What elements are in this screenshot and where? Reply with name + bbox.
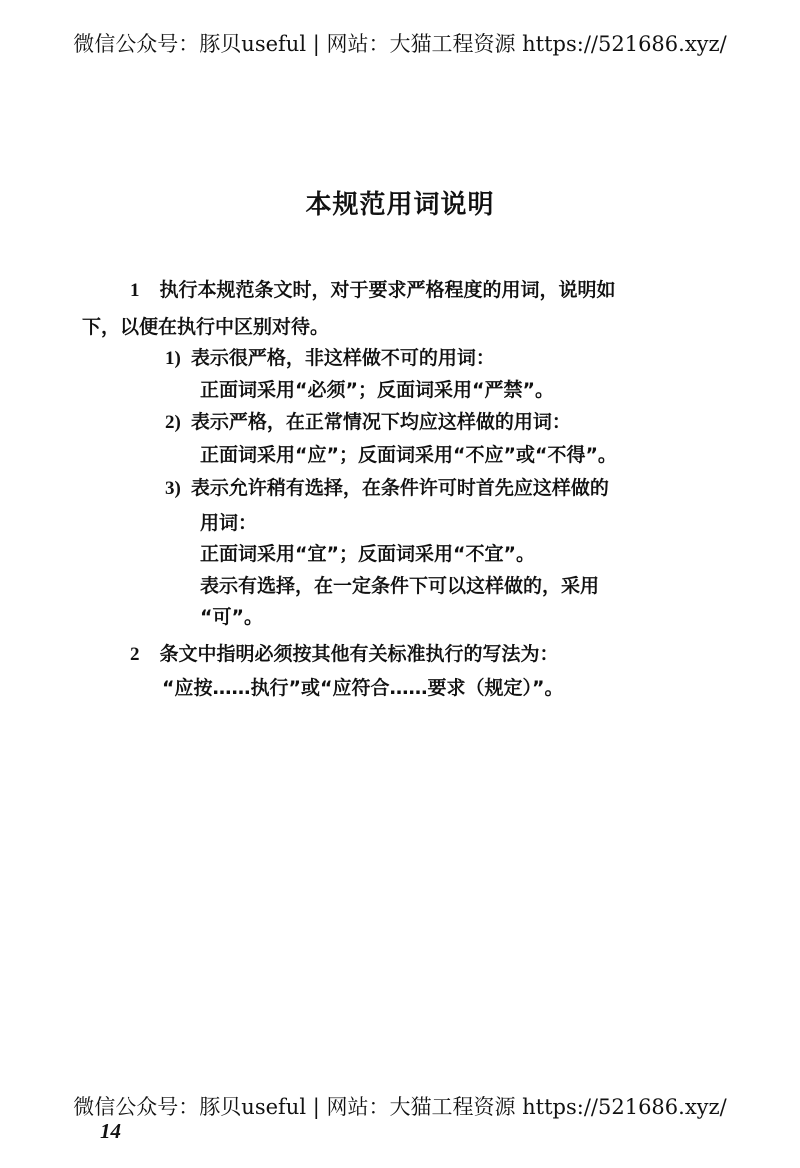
item-3-number: 3) bbox=[165, 478, 181, 499]
section-1-line-2: 下，以便在执行中区别对待。 bbox=[82, 316, 330, 338]
item-3-line-2: 用词： bbox=[200, 512, 258, 534]
section-1-number: 1 bbox=[130, 280, 140, 301]
section-2-line-2: “应按……执行”或“应符合……要求（规定）”。 bbox=[162, 677, 564, 699]
section-1-line-1 bbox=[130, 276, 616, 305]
item-2-line-2: 正面词采用“应”；反面词采用“不应”或“不得”。 bbox=[200, 444, 617, 466]
section-1-text-1: 执行本规范条文时，对于要求严格程度的用词，说明如 bbox=[159, 279, 616, 301]
page-title: 本规范用词说明 bbox=[305, 190, 495, 220]
watermark-top: 微信公众号：豚贝useful | 网站：大猫工程资源 https://521686.xyz/ bbox=[73, 32, 727, 56]
section-2-line-1 bbox=[130, 640, 559, 669]
item-2-text-1: 表示严格，在正常情况下均应这样做的用词： bbox=[190, 411, 571, 433]
item-1-text-1: 表示很严格，非这样做不可的用词： bbox=[190, 347, 495, 369]
item-2-line-1 bbox=[165, 408, 571, 437]
item-3-line-5: “可”。 bbox=[200, 606, 263, 628]
item-2-number: 2) bbox=[165, 412, 181, 433]
item-3-text-1: 表示允许稍有选择，在条件许可时首先应这样做的 bbox=[190, 477, 609, 499]
watermark-bottom: 微信公众号：豚贝useful | 网站：大猫工程资源 https://521686.xyz/ bbox=[73, 1095, 727, 1119]
item-1-line-1 bbox=[165, 344, 495, 373]
item-1-line-2: 正面词采用“必须”；反面词采用“严禁”。 bbox=[200, 379, 554, 401]
item-3-line-3: 正面词采用“宜”；反面词采用“不宜”。 bbox=[200, 543, 535, 565]
section-2-text-1: 条文中指明必须按其他有关标准执行的写法为： bbox=[159, 643, 559, 665]
item-1-number: 1) bbox=[165, 348, 181, 369]
item-3-line-4: 表示有选择，在一定条件下可以这样做的，采用 bbox=[200, 575, 600, 597]
page-number: 14 bbox=[100, 1119, 121, 1143]
section-2-number: 2 bbox=[130, 644, 140, 665]
item-3-line-1 bbox=[165, 474, 609, 503]
